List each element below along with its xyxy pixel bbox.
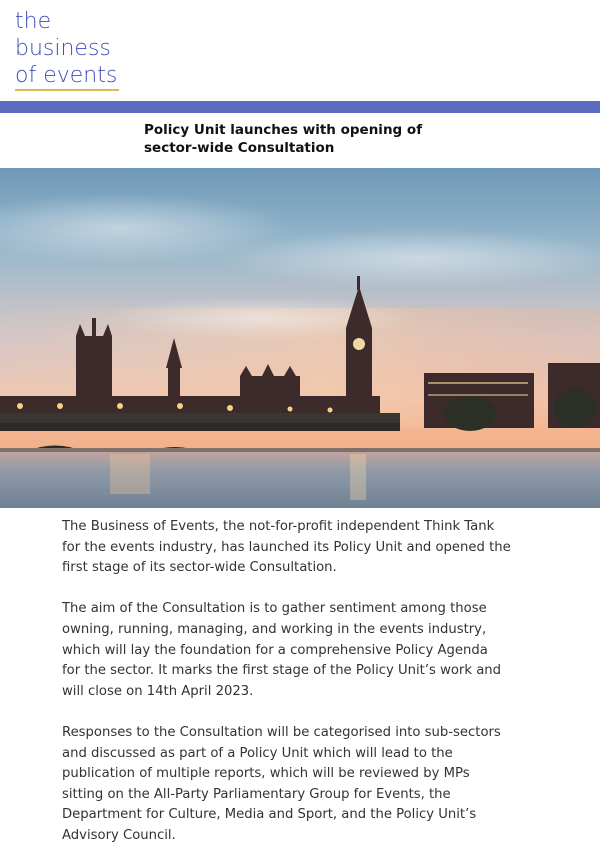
logo-line-1: the [15,9,52,34]
paragraph-line: Responses to the Consultation will be categorised into sub-sectors [62,724,501,740]
paragraph-line: for the sector. It marks the first stage of the Policy Unit’s work and [62,663,501,679]
paragraph-line: The Business of Events, the not-for-profit independent Think Tank [62,519,495,534]
logo-line-3: of events [15,63,118,88]
paragraph-2 [62,599,562,702]
paragraph-1 [62,517,562,579]
hero-image [0,168,600,508]
headline-line-2: sector-wide Consultation [144,140,335,156]
paragraph-line: publication of multiple reports, which will be reviewed by MPs [62,766,470,782]
logo-line-2: business [15,36,111,61]
brand-logo[interactable] [15,8,117,89]
paragraph-line: sitting on the All-Party Parliamentary Group for Events, the [62,786,451,802]
paragraph-line: first stage of its sector-wide Consultation. [62,560,337,576]
paragraph-line: for the events industry, has launched its Policy Unit and opened the [62,539,511,555]
banner-bar [0,101,600,113]
paragraph-line: Department for Culture, Media and Sport, and the Policy Unit’s [62,807,477,823]
logo-underline [15,89,119,91]
paragraph-line: owning, running, managing, and working in the events industry, [62,621,487,637]
paragraph-line: and discussed as part of a Policy Unit which will lead to the [62,745,453,761]
paragraph-line: which will lay the foundation for a comprehensive Policy Agenda [62,642,488,658]
paragraph-line: Advisory Council. [62,827,176,843]
article-body [62,517,562,867]
paragraph-3 [62,723,562,847]
paragraph-line: The aim of the Consultation is to gather sentiment among those [62,601,487,617]
headline-line-1: Policy Unit launches with opening of [144,122,423,138]
paragraph-line: will close on 14th April 2023. [62,683,254,699]
article-headline [144,121,474,157]
